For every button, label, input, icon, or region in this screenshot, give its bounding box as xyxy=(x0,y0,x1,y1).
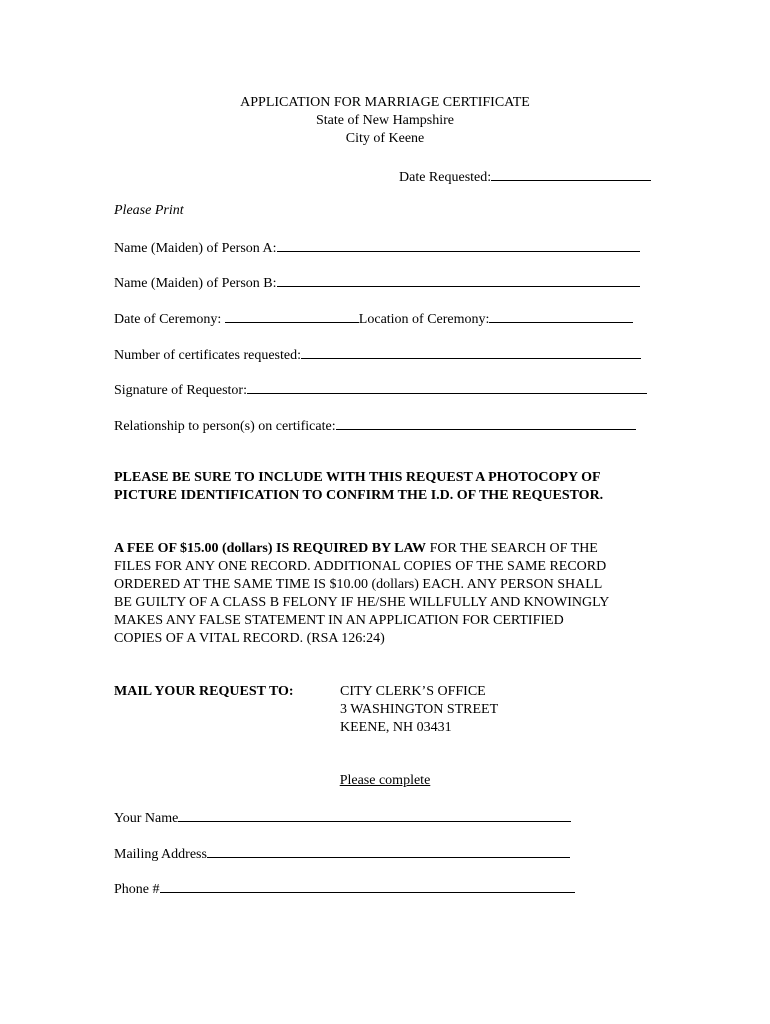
mailing-address-field[interactable] xyxy=(114,844,570,863)
relationship-blank[interactable] xyxy=(336,416,636,430)
signature-field[interactable] xyxy=(114,380,647,399)
fee-paragraph xyxy=(114,540,674,648)
please-complete-heading: Please complete xyxy=(339,773,431,788)
location-of-ceremony-blank[interactable] xyxy=(489,309,633,323)
fee-line-1 xyxy=(114,540,674,558)
phone-blank[interactable] xyxy=(160,879,575,893)
relationship-field[interactable] xyxy=(114,416,636,435)
form-city: City of Keene xyxy=(345,131,425,146)
fee-line-1-rest: FOR THE SEARCH OF THE xyxy=(426,541,598,556)
mail-label: MAIL YOUR REQUEST TO: xyxy=(114,684,294,699)
date-of-ceremony-blank[interactable] xyxy=(225,309,359,323)
signature-blank[interactable] xyxy=(247,380,647,394)
date-requested-blank[interactable] xyxy=(491,167,651,181)
form-state: State of New Hampshire xyxy=(315,113,455,128)
ceremony-row xyxy=(114,309,633,328)
mailing-address-label: Mailing Address xyxy=(114,847,207,862)
location-of-ceremony-label: Location of Ceremony: xyxy=(358,312,490,327)
date-requested-field[interactable] xyxy=(399,167,651,186)
person-a-field[interactable] xyxy=(114,238,640,257)
mail-address-line-3: KEENE, NH 03431 xyxy=(340,720,452,735)
mail-address-line-1: CITY CLERK’S OFFICE xyxy=(340,684,486,699)
person-b-blank[interactable] xyxy=(277,273,640,287)
fee-line-4: BE GUILTY OF A CLASS B FELONY IF HE/SHE WILLFULLY AND KNOWINGLY xyxy=(114,595,610,610)
phone-field[interactable] xyxy=(114,879,575,898)
mailing-address-blank[interactable] xyxy=(207,844,570,858)
person-b-field[interactable] xyxy=(114,273,640,292)
person-a-label: Name (Maiden) of Person A: xyxy=(114,241,277,256)
person-b-label: Name (Maiden) of Person B: xyxy=(114,276,277,291)
fee-bold-text: A FEE OF $15.00 (dollars) IS REQUIRED BY LAW xyxy=(114,541,427,556)
date-requested-label: Date Requested: xyxy=(399,170,492,185)
your-name-blank[interactable] xyxy=(178,808,571,822)
date-of-ceremony-label: Date of Ceremony: xyxy=(114,312,222,327)
mail-address-line-2: 3 WASHINGTON STREET xyxy=(340,702,499,717)
person-a-blank[interactable] xyxy=(277,238,640,252)
your-name-label: Your Name xyxy=(114,811,179,826)
signature-label: Signature of Requestor: xyxy=(114,383,247,398)
fee-line-3: ORDERED AT THE SAME TIME IS $10.00 (dollars) EACH. ANY PERSON SHALL xyxy=(114,577,603,592)
fee-line-5: MAKES ANY FALSE STATEMENT IN AN APPLICATION FOR CERTIFIED xyxy=(114,613,564,628)
number-of-certificates-label: Number of certificates requested: xyxy=(114,348,301,363)
form-title: APPLICATION FOR MARRIAGE CERTIFICATE xyxy=(240,95,530,110)
phone-label: Phone # xyxy=(114,882,160,897)
id-notice-line-2: PICTURE IDENTIFICATION TO CONFIRM THE I.D. OF THE REQUESTOR. xyxy=(114,488,604,503)
fee-line-2: FILES FOR ANY ONE RECORD. ADDITIONAL COPIES OF THE SAME RECORD xyxy=(114,559,607,574)
your-name-field[interactable] xyxy=(114,808,571,827)
id-notice-line-1: PLEASE BE SURE TO INCLUDE WITH THIS REQUEST A PHOTOCOPY OF xyxy=(114,470,601,485)
number-of-certificates-blank[interactable] xyxy=(301,345,641,359)
please-print-note: Please Print xyxy=(114,203,184,218)
fee-line-6: COPIES OF A VITAL RECORD. (RSA 126:24) xyxy=(114,631,385,646)
number-of-certificates-field[interactable] xyxy=(114,345,641,364)
relationship-label: Relationship to person(s) on certificate: xyxy=(114,419,336,434)
